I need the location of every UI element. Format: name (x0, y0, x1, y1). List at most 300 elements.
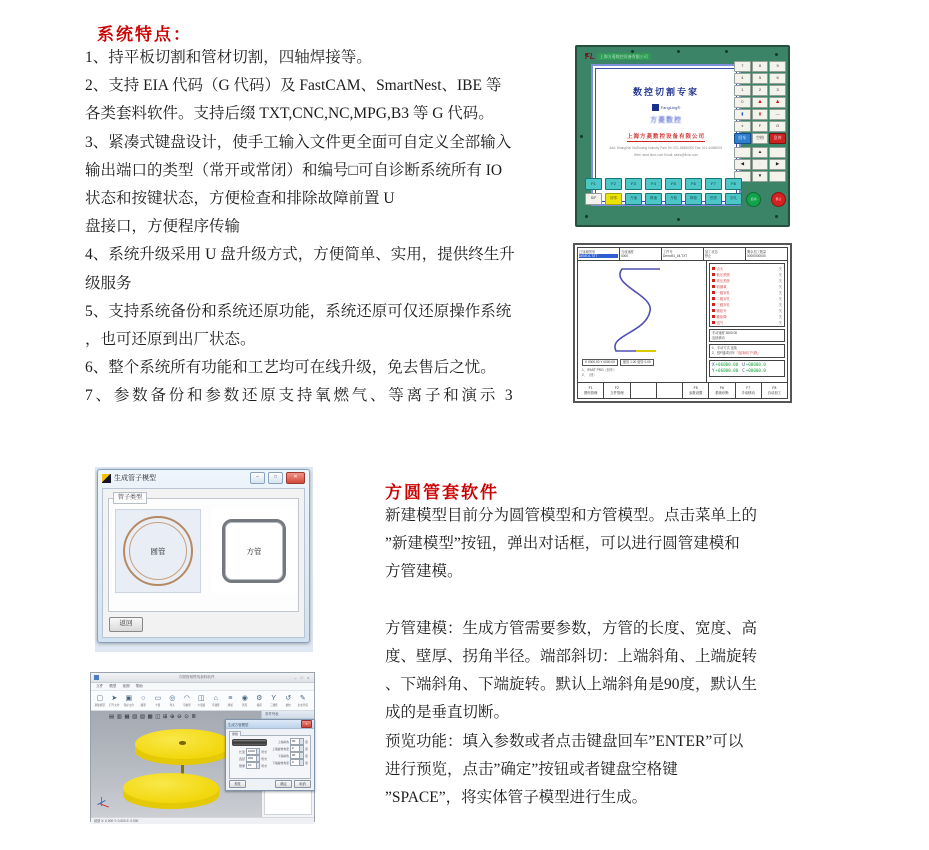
cnc-header-value: DEMO1.TXT (579, 254, 618, 258)
cnc-header-value: 00000/00000 (747, 254, 766, 258)
feature-line: 4、系统升级采用 U 盘升级方式，方便简单、实用，提供终生升 (85, 246, 515, 264)
pipe-dialog-title: 生成管子模型 (114, 475, 156, 482)
viewport-icon[interactable]: ◫ (155, 714, 161, 720)
round-pipe-tile[interactable] (115, 509, 201, 593)
valve-indicator-icon (712, 279, 715, 282)
cnc-header-cell (704, 248, 746, 260)
numpad-key[interactable]: ± (734, 121, 751, 132)
viewport-toolbar (109, 714, 196, 720)
valve-indicator-icon (712, 297, 715, 300)
numpad-key[interactable]: 3 (769, 85, 786, 96)
square-pipe-tile[interactable] (211, 509, 297, 593)
valve-name: 切割氧 (716, 284, 727, 289)
info-line: 1、手动方式 连续 (712, 346, 737, 351)
numpad-key[interactable]: ▮ (752, 109, 769, 120)
viewport-icon[interactable]: ▦ (124, 714, 130, 720)
square-pipe-icon (222, 519, 286, 583)
valve-state: 关 (778, 284, 782, 289)
valve-state: 关 (778, 296, 782, 301)
fl-logo: FL (585, 52, 595, 61)
param-row (232, 748, 268, 755)
nav-key[interactable]: ▶ (769, 159, 786, 170)
shortcut-key[interactable]: 回零 (605, 193, 622, 205)
software-line: 方管建模。 (385, 563, 463, 581)
param-input[interactable]: 90 (290, 738, 304, 745)
param-unit: 度 (304, 760, 308, 765)
model-bottom-disk (123, 773, 219, 813)
numpad-key[interactable]: 急停 (769, 133, 786, 144)
speed-info-box (709, 329, 785, 342)
cnc-header-cell (662, 248, 704, 260)
param-unit: 度 (304, 746, 308, 751)
cnc-header-label: 当前速度 (621, 249, 634, 254)
pipe-dialog-window (97, 469, 310, 643)
numpad-key[interactable]: 回车 (734, 133, 751, 144)
cnc-function-key[interactable] (762, 383, 787, 398)
valve-state: 关 (778, 320, 782, 325)
coordinate-line (712, 368, 782, 375)
valve-indicator-icon (712, 285, 715, 288)
minimize-button[interactable]: – (250, 472, 265, 484)
valve-row (712, 308, 782, 312)
shortcut-key[interactable]: 降枪 (685, 193, 702, 205)
toolbar-icon: ⚙ (256, 695, 263, 702)
start-button[interactable]: 启动 (746, 192, 761, 207)
software-line: 预览功能：填入参数或者点击键盘回车”ENTER”可以 (385, 732, 744, 750)
param-row (232, 755, 268, 762)
function-key[interactable]: F2 (605, 178, 622, 190)
numpad-key[interactable]: 7 (734, 61, 751, 72)
screen-wordmark: 方菱数控 (650, 117, 682, 124)
param-label: 长度 (238, 749, 245, 754)
pipe-type-group (108, 495, 299, 612)
nav-key[interactable]: · (752, 159, 769, 170)
viewport-icon[interactable]: ▤ (109, 714, 115, 720)
shortcut-key[interactable]: 穿孔 (725, 193, 742, 205)
valve-indicator-icon (712, 291, 715, 294)
param-input[interactable]: 0 (290, 745, 304, 752)
valve-state: 关 (778, 308, 782, 313)
pipe-type-tab[interactable]: 管子类型 (113, 492, 147, 504)
numpad-key[interactable]: 5 (752, 73, 769, 84)
info-line (712, 351, 782, 356)
close-button[interactable]: ✕ (286, 472, 305, 484)
cad-toolbar-button[interactable] (209, 694, 223, 707)
toolbar-label: 保存文件 (123, 704, 134, 707)
feature-line: 2、支持 EIA 代码（G 代码）及 FastCAM、SmartNest、IBE 等 (85, 77, 502, 95)
toolbar-label: 方管 (155, 704, 161, 707)
cut-path-canvas (578, 261, 707, 382)
function-key-row (585, 178, 742, 190)
numpad-key[interactable]: F (752, 121, 769, 132)
measure-cell: X 0000.00 Y 0000.00 (582, 359, 618, 366)
pipe-dialog-titlebar (98, 470, 309, 486)
pipe-dialog-body (102, 488, 305, 638)
axis-label: U (742, 361, 745, 367)
toolbar-label: 新建模型 (94, 704, 105, 707)
numpad-key[interactable]: 2 (752, 85, 769, 96)
axis-value: +00000.0 (745, 361, 766, 367)
valve-row (712, 284, 782, 288)
valve-name: 割炬升 (716, 308, 727, 313)
cad-toolbar-button[interactable] (122, 694, 136, 707)
param-label: 下端斜角 (277, 753, 289, 758)
cad-status-bar: 就绪 X: 0.000 Y: 0.000 Z: 0.000 (91, 817, 314, 824)
cnc-function-key[interactable] (709, 383, 735, 398)
viewport-icon[interactable]: ▩ (147, 714, 153, 720)
panel-logo (585, 52, 651, 61)
software-line: 进行预览，点击”确定”按钮或者键盘空格键 (385, 760, 678, 778)
valve-name: 送气 (716, 320, 724, 325)
valve-indicator-icon (712, 309, 715, 312)
feature-line: 盘接口，方便程序传输 (85, 218, 241, 236)
feature-line: 输出端口的类型（常开或常闭）和编号□可自诊断系统所有 IO (85, 161, 503, 179)
axis-value: +00000.0 (745, 368, 766, 374)
cnc-header-value: 0000 (621, 254, 629, 258)
features-heading: 系统特点： (97, 25, 192, 44)
cad-toolbar-button[interactable] (93, 694, 107, 707)
cnc-function-bar (577, 383, 788, 399)
round-pipe-icon (123, 516, 193, 586)
model-top-disk (135, 729, 231, 769)
param-row (270, 745, 308, 752)
back-button[interactable]: 返回 (109, 617, 143, 632)
numpad-key[interactable]: 9 (769, 61, 786, 72)
valve-indicator-icon (712, 303, 715, 306)
app-icon (102, 474, 111, 483)
cut-path-curve (578, 261, 706, 357)
cad-toolbar-button[interactable] (224, 694, 238, 707)
param-input[interactable]: 200 (246, 755, 260, 762)
toolbar-label: 生成代码 (297, 704, 308, 707)
shortcut-key[interactable]: S/F (585, 193, 602, 205)
fkey-code: F7 (746, 386, 751, 391)
screen-brand-row (596, 104, 736, 111)
feature-line: 状态和按键状态，方便检查和排除故障前置 U (85, 189, 395, 207)
fkey-label: 系统诊断 (715, 390, 729, 395)
param-input[interactable]: 90 (290, 752, 304, 759)
cad-toolbar-button[interactable] (137, 694, 151, 707)
param-dialog-titlebar (226, 720, 314, 729)
viewport-icon[interactable]: ≣ (191, 714, 196, 720)
cnc-header-cell (578, 248, 620, 260)
shortcut-key[interactable]: 升速 (625, 193, 642, 205)
valve-state: 关 (778, 314, 782, 319)
toolbar-icon: ≡ (228, 695, 233, 702)
toolbar-icon: ◫ (197, 695, 205, 702)
toolbar-icon: ✎ (299, 695, 306, 702)
cad-toolbar-button[interactable] (180, 694, 194, 707)
function-key[interactable]: F3 (625, 178, 642, 190)
shortcut-key-row (585, 193, 742, 205)
cad-toolbar-button[interactable] (282, 694, 296, 707)
cad-menu-item[interactable]: 模型 (109, 684, 117, 688)
valve-state: 关 (778, 266, 782, 271)
valve-list (709, 263, 785, 327)
valve-row (712, 290, 782, 294)
viewport-icon[interactable]: ⊕ (170, 714, 175, 720)
cnc-controller-photo (575, 45, 790, 227)
ok-button[interactable]: 确定 (275, 780, 292, 789)
cad-toolbar-button[interactable] (166, 694, 180, 707)
software-line: 成的是垂直切断。 (385, 704, 510, 722)
feature-line: 级服务 (85, 274, 132, 292)
cad-menu-item[interactable]: 视图 (122, 684, 130, 688)
function-key[interactable]: F1 (585, 178, 602, 190)
stop-button[interactable]: 停止 (771, 192, 786, 207)
param-right-column (270, 738, 308, 776)
valve-row (712, 320, 782, 324)
param-unit: 度 (304, 753, 308, 758)
valve-name: 点火 (716, 266, 724, 271)
param-label: 直径 (238, 756, 245, 761)
round-pipe-icon-inner (129, 522, 187, 580)
numpad-key[interactable]: 6 (769, 73, 786, 84)
cad-body (91, 711, 314, 817)
nav-key[interactable]: ◀ (734, 159, 751, 170)
valve-indicator-icon (712, 267, 715, 270)
nav-key[interactable] (769, 171, 786, 182)
brand-name: FangLing® (660, 105, 681, 110)
toolbar-icon: ➤ (111, 695, 118, 702)
numpad-key[interactable]: G (769, 121, 786, 132)
cnc-function-key[interactable] (631, 383, 657, 398)
param-unit: 毫米 (261, 756, 268, 761)
viewport-icon[interactable]: ⊙ (184, 714, 189, 720)
fkey-code: F8 (772, 386, 777, 391)
param-left-column (232, 738, 268, 776)
valve-indicator-icon (712, 273, 715, 276)
cad-toolbar (91, 691, 314, 711)
cnc-function-key[interactable] (683, 383, 709, 398)
nav-keys (734, 147, 786, 182)
axis-label: Y (712, 368, 715, 374)
info-text: 2、按F键或回车 (712, 351, 735, 356)
numpad-key[interactable]: ▲ (769, 97, 786, 108)
cnc-software-screenshot (573, 243, 792, 403)
numpad-keys (734, 61, 786, 144)
info-line: 连续移动 (712, 335, 725, 340)
toolbar-label: 排版 (227, 704, 233, 707)
valve-name: 低压预热 (716, 272, 731, 277)
square-pipe-param-dialog (225, 719, 315, 791)
nav-key[interactable] (769, 147, 786, 158)
function-key[interactable]: F6 (685, 178, 702, 190)
screen-contact-line: Web: www.flcnc.com Email: sales@flcnc.com (633, 153, 699, 157)
cad-menubar (91, 683, 314, 691)
toolbar-label: 圆管 (140, 704, 146, 707)
features-body (85, 44, 570, 410)
param-dialog-close-button[interactable]: × (301, 720, 312, 728)
fkey-label: 自动加工 (767, 390, 782, 395)
cad-menu-item[interactable]: 帮助 (135, 684, 143, 688)
numpad-key[interactable]: — (769, 109, 786, 120)
function-key[interactable]: F7 (705, 178, 722, 190)
toolbar-icon: ▭ (154, 695, 162, 702)
cad-toolbar-button[interactable] (108, 694, 122, 707)
nav-key[interactable]: ▲ (752, 147, 769, 158)
info-line: 手动速度 3000.00 (712, 331, 738, 336)
coordinate-readout (709, 360, 785, 378)
cnc-header-label: 加工状态 (705, 249, 718, 254)
param-row (232, 762, 268, 769)
valve-name: 一级穿孔 (716, 290, 731, 295)
cad-window-title: 方圆管相贯线套料软件 (178, 675, 215, 679)
valve-state: 关 (778, 278, 782, 283)
numpad-key[interactable]: 1 (734, 85, 751, 96)
cad-toolbar-button[interactable] (151, 694, 165, 707)
cad-toolbar-button[interactable] (267, 694, 281, 707)
viewport-icon[interactable]: ▥ (116, 714, 122, 720)
axis-value: +06000.00 (715, 368, 739, 374)
toolbar-icon: Y (271, 695, 277, 702)
cnc-status-panel (707, 261, 787, 382)
screen-company: 上海方菱数控设备有限公司 (626, 134, 705, 140)
cad-toolbar-button[interactable] (195, 694, 209, 707)
toolbar-icon: ◠ (183, 695, 190, 702)
cnc-header-cell (746, 248, 787, 260)
cad-toolbar-button[interactable] (296, 694, 310, 707)
fkey-label: 文件管理 (610, 390, 624, 395)
param-dialog-tab[interactable]: 参数 (229, 731, 241, 737)
valve-row (712, 266, 782, 270)
cnc-header-label: 已加载图形 (579, 249, 595, 254)
param-unit: 度 (304, 739, 308, 744)
valve-state: 关 (778, 272, 782, 277)
numpad-key[interactable]: 8 (752, 61, 769, 72)
fkey-label: 参数设置 (688, 390, 703, 395)
toolbar-icon: ⌂ (213, 695, 218, 702)
fkey-code: F2 (614, 386, 619, 391)
software-body (385, 502, 865, 812)
shortcut-key[interactable]: 预热 (705, 193, 722, 205)
screen-title: 数控切割专家 (632, 87, 699, 97)
coordinate-line (712, 362, 782, 369)
param-input[interactable]: 0 (290, 759, 304, 766)
cnc-header-label: 剩余加工数量 (747, 249, 767, 254)
toolbar-icon: ◉ (241, 695, 248, 702)
function-key[interactable]: F5 (665, 178, 682, 190)
cnc-function-key[interactable] (578, 383, 604, 398)
fkey-code: F6 (719, 386, 724, 391)
toolbar-icon: ↺ (285, 695, 292, 702)
cancel-button[interactable]: 取消 (294, 780, 311, 789)
toolbar-label: 方变圆 (197, 704, 206, 707)
param-dialog-buttons (229, 780, 311, 789)
cnc-header-value: Demo91_04.TXT (663, 254, 688, 258)
fkey-code: F1 (588, 386, 593, 391)
preview-button[interactable]: 预览 (229, 780, 246, 789)
cnc-main-area (577, 261, 788, 383)
valve-state: 关 (778, 302, 782, 307)
param-label: 上端斜角 (277, 739, 289, 744)
feature-line: 5、支持系统备份和系统还原功能，系统还原可仅还原操作系统 (85, 302, 512, 320)
screen-contact-line: Add: ShangHai XinZhuang Industry Park Tel: 021-54880000 Fax: 021-54880001 (609, 146, 723, 150)
software-line: 度、壁厚、拐角半径。端部斜切：上端斜角、上端旋转 (385, 647, 758, 665)
toolbar-label: 旋转 (285, 704, 291, 707)
cnc-function-key[interactable] (604, 383, 630, 398)
valve-row (712, 272, 782, 276)
hint-line: 1、/FAST PRG（回车） (582, 368, 617, 372)
cad-menu-item[interactable]: 文件 (96, 684, 104, 688)
cad-toolbar-button[interactable] (238, 694, 252, 707)
pipe-dialog-screenshot (95, 467, 313, 652)
viewport-icon[interactable]: ▨ (139, 714, 146, 720)
software-line: ”SPACE”，将实体管子模型进行生成。 (385, 788, 648, 806)
axis-value: +06000.00 (715, 361, 739, 367)
viewport-icon[interactable]: ⊖ (177, 714, 182, 720)
shortcut-key[interactable]: 降速 (645, 193, 662, 205)
toolbar-icon: ▢ (96, 695, 104, 702)
numpad-key[interactable]: ▲ (752, 97, 769, 108)
nav-key[interactable] (734, 147, 751, 158)
software-line: ”新建模型”按钮，弹出对话框，可以进行圆管建模和 (385, 535, 740, 553)
software-line (385, 587, 865, 615)
param-input[interactable]: 10 (246, 762, 260, 769)
numpad-key[interactable]: 0 (734, 97, 751, 108)
toolbar-label: 预览 (242, 704, 248, 707)
measure-cell: 缩放 1.00 旋转 0.00 (620, 359, 654, 366)
panel-brand-text: 上海方菱数控设备有限公司 (597, 53, 651, 60)
cnc-header-label: 工件号 (663, 249, 673, 254)
cnc-function-key[interactable] (657, 383, 683, 398)
param-input[interactable]: 1000 (246, 748, 260, 755)
cad-app-icon (94, 675, 99, 680)
side-panel-header: 零件列表 (262, 711, 314, 719)
maximize-button[interactable]: □ (268, 472, 283, 484)
canvas-hints (582, 368, 616, 377)
valve-state: 关 (778, 290, 782, 295)
fkey-label: 手动移动 (741, 390, 755, 395)
valve-row (712, 314, 782, 318)
cad-toolbar-button[interactable] (253, 694, 267, 707)
software-line: 方管建模：生成方管需要参数，方管的长度、宽度、高 (385, 619, 758, 637)
param-dialog-title: 生成方管模型 (228, 722, 249, 727)
numpad-key[interactable]: ▮ (734, 109, 751, 120)
function-key[interactable]: F4 (645, 178, 662, 190)
valve-indicator-icon (712, 321, 715, 324)
shortcut-key[interactable]: 升枪 (665, 193, 682, 205)
feature-line: 7、参数备份和参数还原支持氧燃气、等离子和演示 3 (85, 387, 516, 405)
function-key[interactable]: F8 (725, 178, 742, 190)
panel-screws (577, 47, 580, 50)
cnc-function-key[interactable] (736, 383, 762, 398)
orientation-axes-icon (97, 795, 111, 809)
viewport-icon[interactable]: ⊞ (162, 714, 168, 720)
param-row (270, 759, 308, 766)
numpad-key[interactable]: 空格 (752, 133, 769, 144)
model-center-hole (179, 741, 186, 745)
numpad-key[interactable]: 4 (734, 73, 751, 84)
param-row (270, 752, 308, 759)
feature-line: 3、紧凑式键盘设计，使手工输入文件更全面可自定义全部输入 (85, 133, 512, 151)
toolbar-icon: ◎ (169, 695, 176, 702)
cnc-header-value: 停止 (705, 254, 712, 258)
param-label: 上端旋转角度 (272, 746, 289, 751)
axis-label: X (712, 361, 715, 367)
info-text-red: 『选择阀门气路』 (734, 351, 761, 356)
valve-name: 三级穿孔 (716, 302, 731, 307)
hint-line: 2、（回） (582, 372, 597, 377)
toolbar-icon: ○ (141, 695, 146, 702)
param-label: 下端旋转角度 (272, 760, 289, 765)
viewport-icon[interactable]: ▧ (132, 714, 138, 720)
axis-label: C (742, 368, 745, 374)
toolbar-icon: ▣ (125, 695, 133, 702)
nav-key[interactable]: ▼ (752, 171, 769, 182)
cad-window-buttons[interactable]: – □ × (294, 675, 311, 680)
software-line: 、下端斜角、下端旋转。默认上端斜角是90度，默认生 (385, 676, 758, 694)
